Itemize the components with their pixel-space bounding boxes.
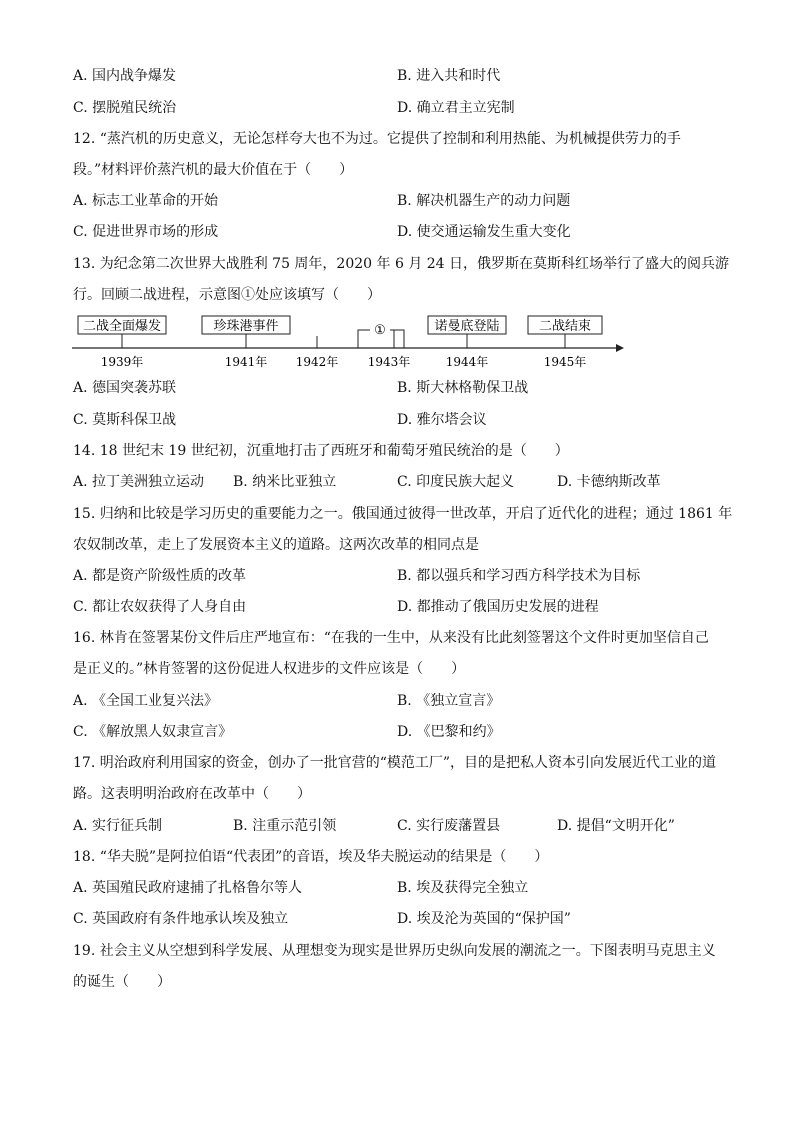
q19-stem-line-2: 的诞生（ ） (73, 974, 171, 990)
q14-option-b: B. 纳米比亚独立 (233, 474, 337, 490)
q11-option-b: B. 进入共和时代 (397, 68, 501, 84)
q12-option-b: B. 解决机器生产的动力问题 (397, 193, 571, 209)
q13-option-d: D. 雅尔塔会议 (397, 412, 487, 428)
q13-stem-line-1: 13. 为纪念第二次世界大战胜利 75 周年，2020 年 6 月 24 日，俄罗斯在莫斯科红场举行了盛大的阅兵游 (73, 256, 730, 272)
q18-option-d: D. 埃及沦为英国的“保护国” (397, 911, 571, 927)
timeline-event-5 (528, 316, 602, 348)
q12-option-a: A. 标志工业革命的开始 (73, 193, 219, 209)
q17-stem-line-2: 路。这表明明治政府在改革中（ ） (73, 786, 311, 802)
timeline-event-1-label: 二战全面爆发 (82, 319, 162, 334)
q12-option-d: D. 使交通运输发生重大变化 (397, 224, 571, 240)
q15-option-a: A. 都是资产阶级性质的改革 (73, 568, 247, 584)
q19-stem-line-1: 19. 社会主义从空想到科学发展、从理想变为现实是世界历史纵向发展的潮流之一。下图表明马克思主义 (73, 943, 716, 959)
q16-option-b: B. 《独立宣言》 (397, 693, 501, 709)
ww2-timeline-diagram (68, 310, 628, 372)
q16-stem-line-2: 是正义的。”林肯签署的这份促进人权进步的文件应该是（ ） (73, 661, 466, 677)
q17-option-b: B. 注重示范引领 (233, 818, 337, 834)
q17-stem-line-1: 17. 明治政府利用国家的资金，创办了一批官营的“模范工厂”，目的是把私人资本引向发展近代工业的道 (73, 755, 717, 771)
timeline-year-1939: 1939年 (100, 355, 144, 369)
q18-option-a: A. 英国殖民政府逮捕了扎格鲁尔等人 (73, 880, 303, 896)
q13-option-c: C. 莫斯科保卫战 (73, 412, 177, 428)
q17-option-c: C. 实行废藩置县 (397, 818, 501, 834)
q11-option-c: C. 摆脱殖民统治 (73, 100, 177, 116)
q13-option-b: B. 斯大林格勒保卫战 (397, 380, 529, 396)
timeline-year-1942: 1942年 (295, 355, 339, 369)
q16-stem-line-1: 16. 林肯在签署某份文件后庄严地宣布：“在我的一生中，从来没有比此刻签署这个文件时更加坚信自己 (73, 630, 709, 646)
timeline-year-1945: 1945年 (543, 355, 587, 369)
timeline-year-1941: 1941年 (224, 355, 268, 369)
timeline-event-4-label: 诺曼底登陆 (434, 319, 500, 334)
q17-option-a: A. 实行征兵制 (73, 818, 163, 834)
q11-option-a: A. 国内战争爆发 (73, 68, 177, 84)
timeline-event-3-label: ① (374, 323, 386, 338)
q14-option-c: C. 印度民族大起义 (397, 474, 515, 490)
timeline-event-1 (78, 316, 166, 348)
q12-stem-line-1: 12. “蒸汽机的历史意义，无论怎样夸大也不为过。它提供了控制和利用热能、为机械提供劳力的手 (73, 131, 681, 147)
q15-stem-line-2: 农奴制改革，走上了发展资本主义的道路。这两次改革的相同点是 (73, 537, 479, 553)
q15-option-d: D. 都推动了俄国历史发展的进程 (397, 599, 599, 615)
q18-option-b: B. 埃及获得完全独立 (397, 880, 529, 896)
q18-option-c: C. 英国政府有条件地承认埃及独立 (73, 911, 289, 927)
q18-stem-line-1: 18. “华夫脱”是阿拉伯语“代表团”的音语，埃及华夫脱运动的结果是（ ） (73, 849, 549, 865)
q14-stem-line-1: 14. 18 世纪末 19 世纪初，沉重地打击了西班牙和葡萄牙殖民统治的是（ ） (73, 443, 569, 459)
timeline-event-5-label: 二战结束 (538, 319, 592, 334)
q15-option-b: B. 都以强兵和学习西方科学技术为目标 (397, 568, 641, 584)
timeline-year-1943: 1943年 (367, 355, 411, 369)
q16-option-c: C. 《解放黑人奴隶宣言》 (73, 724, 233, 740)
timeline-event-3-blank (358, 323, 404, 348)
timeline-year-1944: 1944年 (445, 355, 489, 369)
q13-stem-line-2: 行。回顾二战进程，示意图①处应该填写（ ） (73, 287, 381, 303)
q14-option-d: D. 卡德纳斯改革 (557, 474, 661, 490)
q11-option-d: D. 确立君主立宪制 (397, 100, 515, 116)
timeline-event-2-label: 珍珠港事件 (213, 319, 279, 334)
q12-option-c: C. 促进世界市场的形成 (73, 224, 219, 240)
q16-option-d: D. 《巴黎和约》 (397, 724, 501, 740)
q17-option-d: D. 提倡“文明开化” (557, 818, 675, 834)
q16-option-a: A. 《全国工业复兴法》 (73, 693, 219, 709)
q15-stem-line-1: 15. 归纳和比较是学习历史的重要能力之一。俄国通过彼得一世改革，开启了近代化的进程；通过 1861 年 (73, 506, 733, 522)
q15-option-c: C. 都让农奴获得了人身自由 (73, 599, 247, 615)
q12-stem-line-2: 段。”材料评价蒸汽机的最大价值在于（ ） (73, 162, 354, 178)
q14-option-a: A. 拉丁美洲独立运动 (73, 474, 205, 490)
timeline-event-4 (428, 316, 506, 348)
timeline-event-2 (202, 316, 290, 348)
timeline-arrow-icon (616, 344, 624, 352)
q13-option-a: A. 德国突袭苏联 (73, 380, 177, 396)
